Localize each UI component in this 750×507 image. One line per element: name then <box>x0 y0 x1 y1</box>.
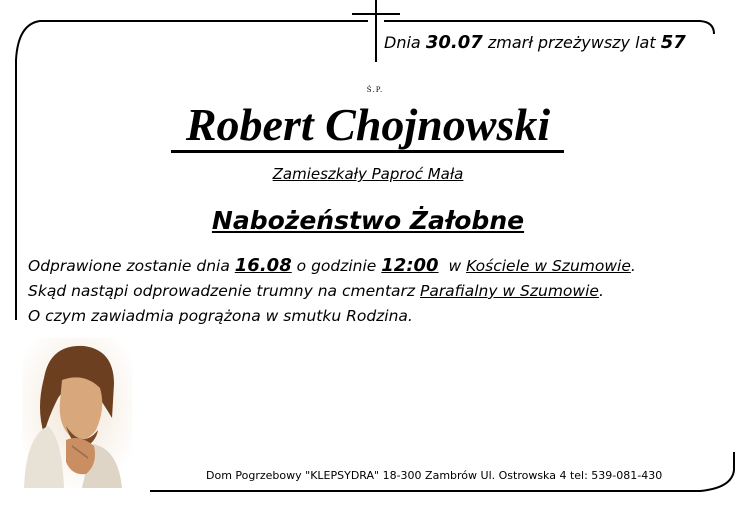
announcement-line-1: Odprawione zostanie dnia 16.08 o godzinie 12:00 w Kościele w Szumowie. <box>28 255 636 276</box>
residence: Zamieszkały Paproć Mała <box>272 165 464 183</box>
praying-figure-icon <box>22 338 132 488</box>
announcement-text <box>28 253 636 329</box>
death-date-line <box>384 32 686 53</box>
age-at-death: 57 <box>660 32 686 53</box>
service-title: Nabożeństwo Żałobne <box>211 206 525 235</box>
death-date: 30.07 <box>425 32 483 53</box>
announcement-line-3: O czym zawiadmia pogrążona w smutku Rodzina. <box>28 307 413 325</box>
church-name: Kościele w Szumowie <box>466 257 631 275</box>
service-time: 12:00 <box>381 255 439 276</box>
sp-abbreviation: Ś.P. <box>366 86 384 94</box>
header-prefix: Dnia <box>384 33 421 52</box>
header-middle: zmarł przeżywszy lat <box>487 33 656 52</box>
name-underline <box>171 150 564 153</box>
deceased-name: Robert Chojnowski <box>185 99 551 150</box>
funeral-home-footer: Dom Pogrzebowy "KLEPSYDRA" 18-300 Zambrów Ul. Ostrowska 4 tel: 539-081-430 <box>206 469 663 482</box>
cemetery-name: Parafialny w Szumowie <box>419 282 599 300</box>
announcement-line-2: Skąd nastąpi odprowadzenie trumny na cmentarz Parafialny w Szumowie. <box>28 282 604 300</box>
service-date: 16.08 <box>234 255 292 276</box>
